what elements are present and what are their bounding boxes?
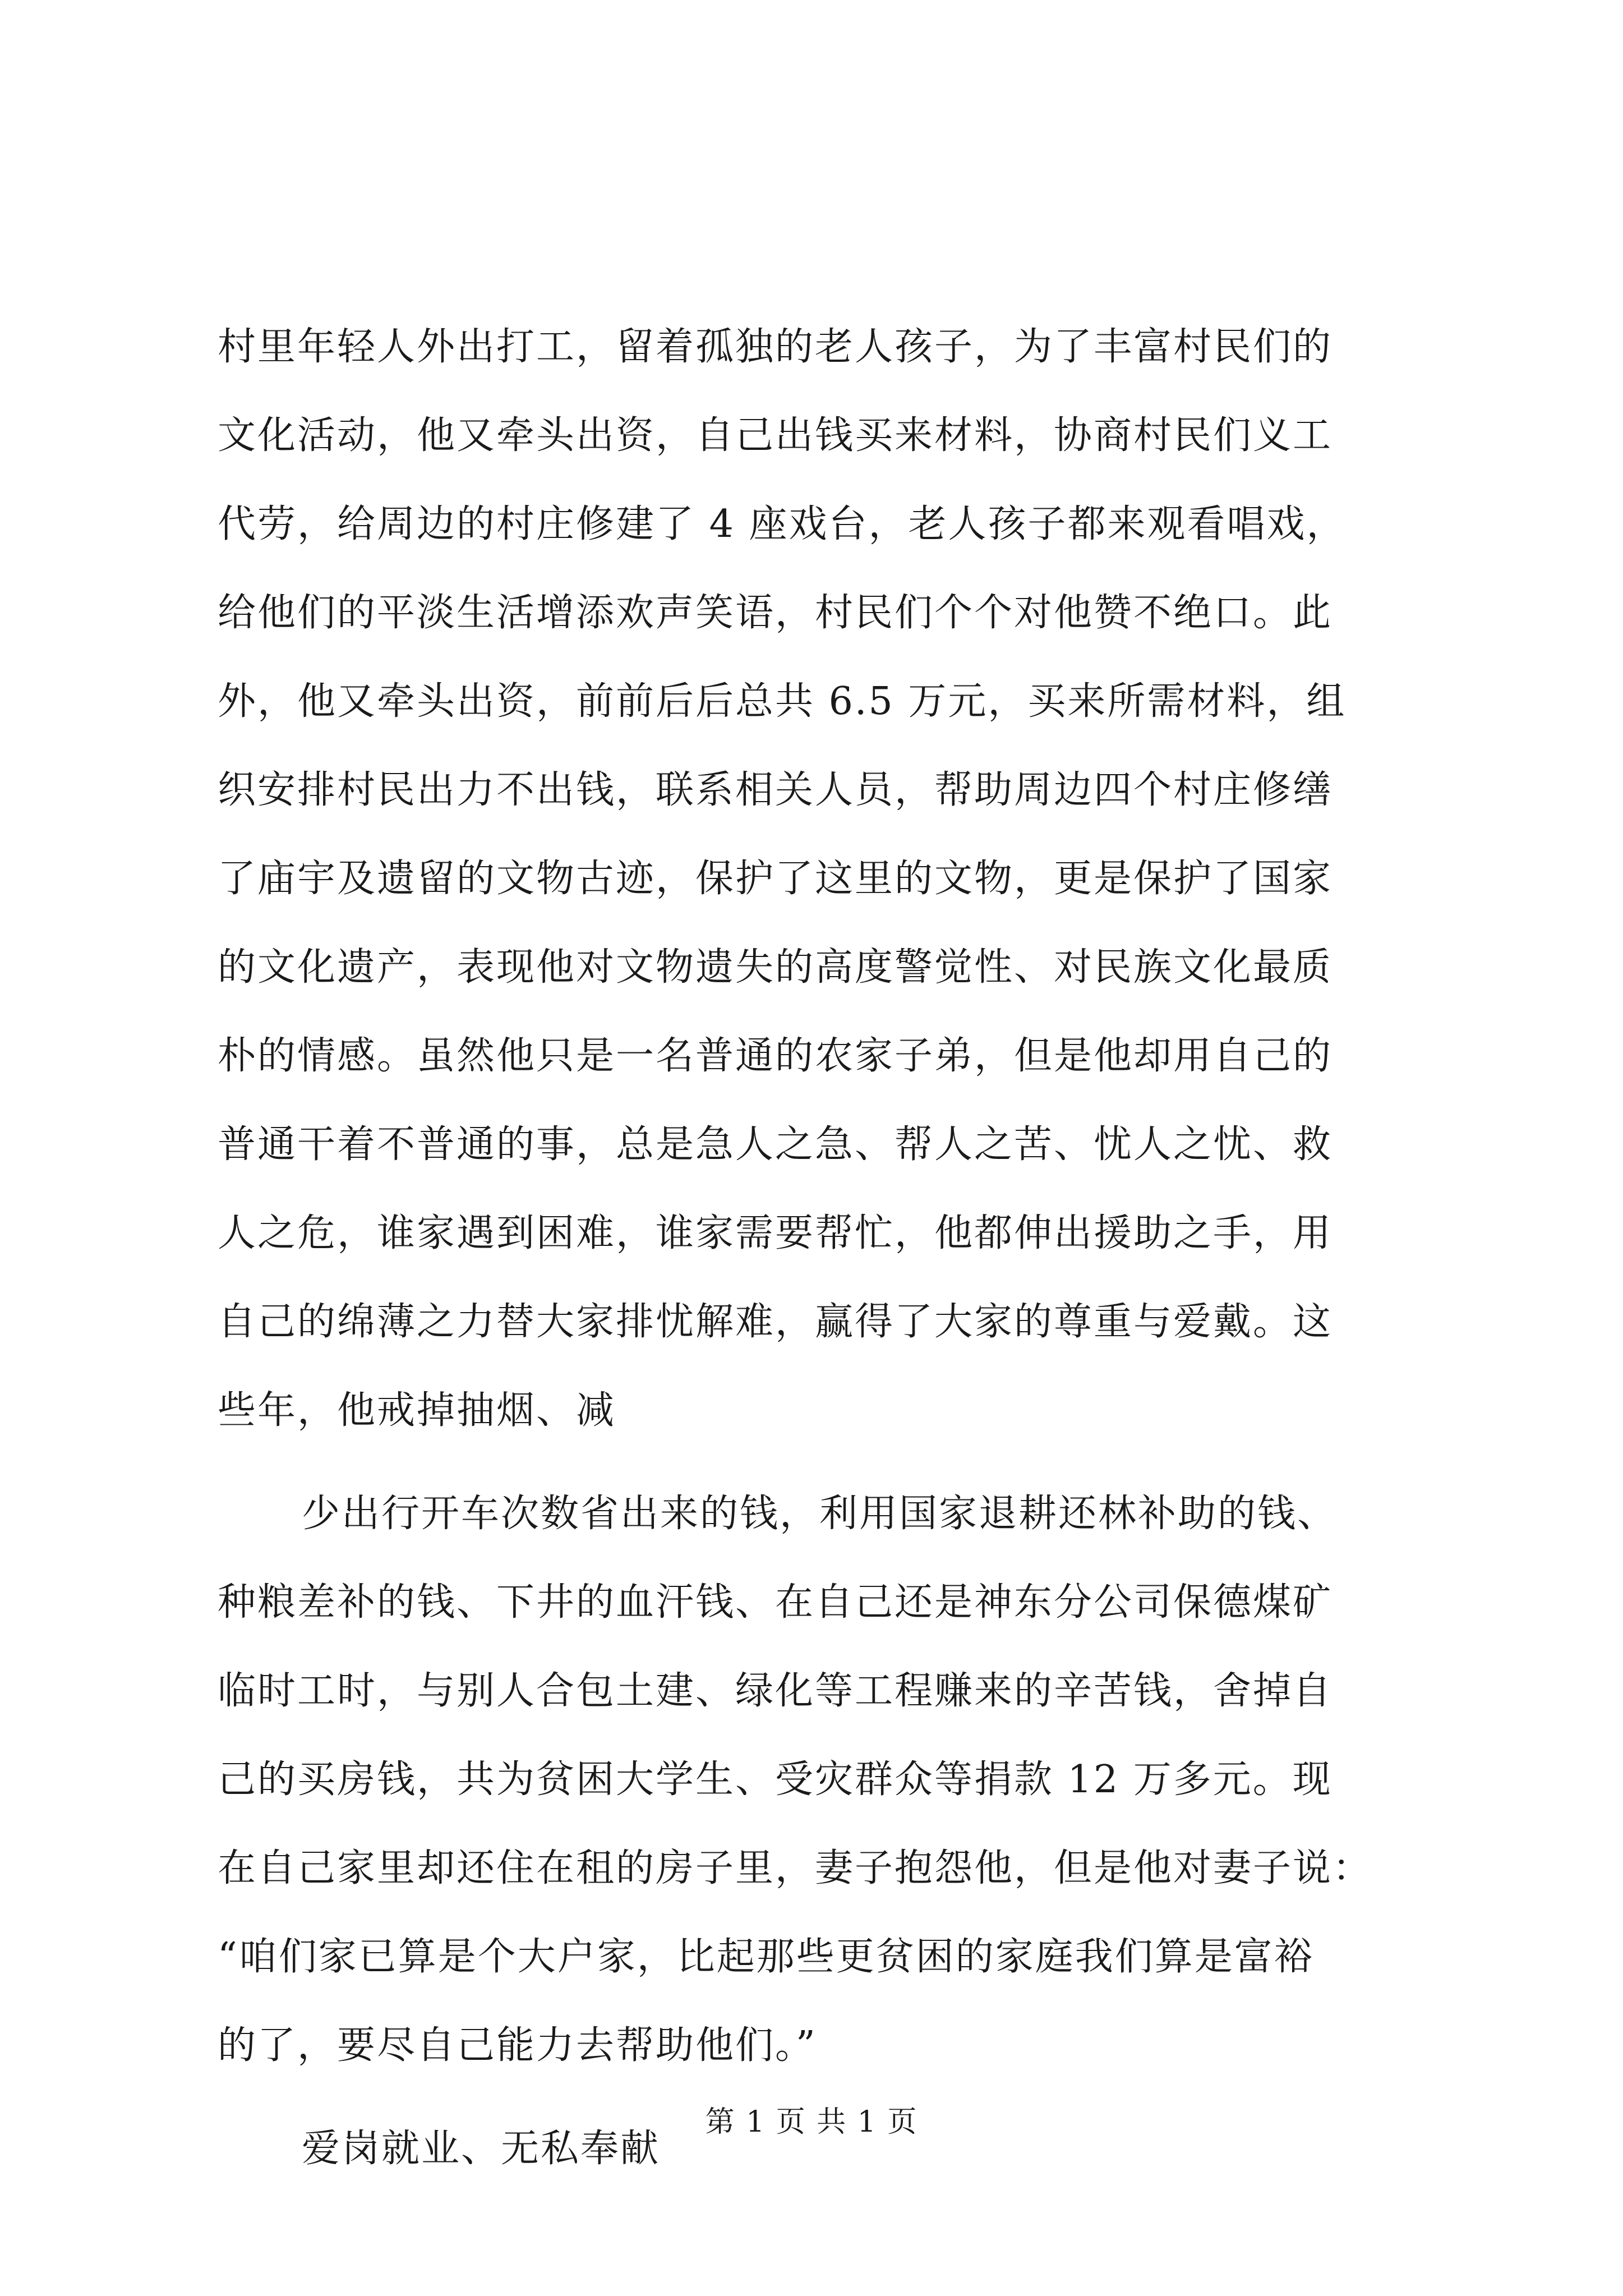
text-line: 临时工时，与别人合包土建、绿化等工程赚来的辛苦钱，舍掉自 (218, 1669, 1333, 1713)
text-line: 在自己家里却还住在租的房子里，妻子抱怨他，但是他对妻子说： (218, 1846, 1373, 1890)
paragraph-1 (218, 303, 1418, 1455)
text-line: 少出行开车次数省出来的钱，利用国家退耕还林补助的钱、 (302, 1492, 1338, 1536)
text-line: 些年，他戒掉抽烟、减 (218, 1388, 616, 1433)
document-body (218, 303, 1418, 2193)
text-line: 织安排村民出力不出钱，联系相关人员，帮助周边四个村庄修缮 (218, 768, 1333, 812)
text-line: 文化活动，他又牵头出资，自己出钱买来材料，协商村民们义工 (218, 413, 1333, 458)
text-line: 外，他又牵头出资，前前后后总共 6.5 万元，买来所需材料，组 (218, 679, 1347, 724)
text-line: 的文化遗产，表现他对文物遗失的高度警觉性、对民族文化最质 (218, 945, 1333, 990)
paragraph-2 (218, 1470, 1418, 2090)
section-heading: 爱岗就业、无私奉献 (302, 2127, 661, 2171)
text-line: 人之危，谁家遇到困难，谁家需要帮忙，他都伸出援助之手，用 (218, 1211, 1333, 1255)
text-line: 自己的绵薄之力替大家排忧解难，赢得了大家的尊重与爱戴。这 (218, 1300, 1333, 1344)
text-line: 朴的情感。虽然他只是一名普通的农家子弟，但是他却用自己的 (218, 1034, 1333, 1078)
text-line: 了庙宇及遗留的文物古迹，保护了这里的文物，更是保护了国家 (218, 857, 1333, 901)
page-footer: 第 1 页 共 1 页 (705, 2105, 918, 2139)
text-line: 种粮差补的钱、下井的血汗钱、在自己还是神东分公司保德煤矿 (218, 1580, 1333, 1625)
text-line: 普通干着不普通的事，总是急人之急、帮人之苦、忧人之忧、救 (218, 1122, 1333, 1167)
text-line: 的了，要尽自己能力去帮助他们。” (218, 2023, 817, 2068)
text-line: “咱们家已算是个大户家，比起那些更贫困的家庭我们算是富裕 (218, 1935, 1314, 1979)
text-line: 村里年轻人外出打工，留着孤独的老人孩子，为了丰富村民们的 (218, 325, 1333, 369)
text-line: 代劳，给周边的村庄修建了 4 座戏台，老人孩子都来观看唱戏， (218, 502, 1347, 546)
text-line: 己的买房钱，共为贫困大学生、受灾群众等捐款 12 万多元。现 (218, 1757, 1332, 1802)
text-line: 给他们的平淡生活增添欢声笑语，村民们个个对他赞不绝口。此 (218, 591, 1333, 635)
